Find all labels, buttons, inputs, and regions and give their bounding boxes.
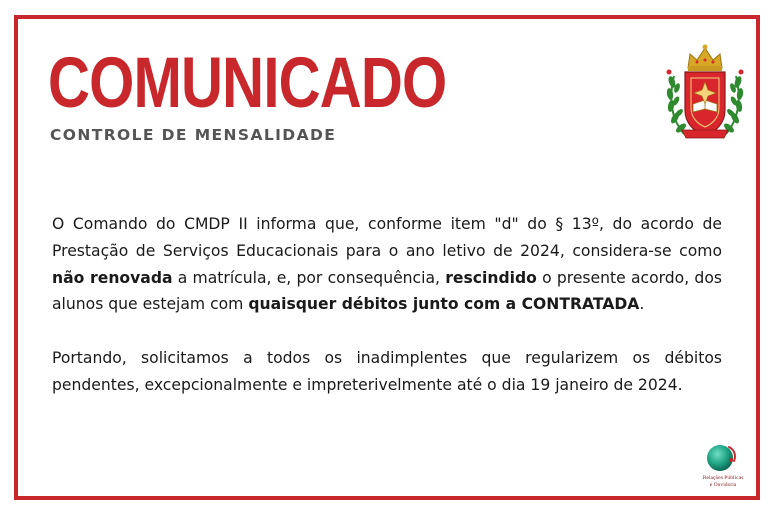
page-subtitle: CONTROLE DE MENSALIDADE	[50, 126, 337, 144]
relacoes-publicas-globe-icon	[705, 441, 737, 473]
relacoes-publicas-logo	[696, 440, 750, 496]
p1-text-2: a matrícula, e, por consequência,	[172, 268, 446, 287]
announcement-body	[52, 211, 722, 399]
relacoes-publicas-label	[696, 475, 750, 488]
ro-label-line2: e Ouvidoria	[709, 481, 737, 488]
paragraph-2: Portando, solicitamos a todos os inadimplentes que regularizem os débitos pendentes, excepcionalmente e impreterivelmente até o dia 19 janeiro de 2024.	[52, 348, 722, 394]
p1-bold-debitos: quaisquer débitos junto com a CONTRATADA	[248, 295, 640, 314]
coat-of-arms-icon	[664, 38, 746, 144]
page-title: COMUNICADO	[48, 42, 447, 123]
p1-text-4: .	[639, 295, 645, 314]
p1-text-3: o presente acordo, dos alunos que estejam com	[52, 268, 722, 314]
ro-label-line1: Relações Públicas	[702, 475, 744, 481]
p1-bold-rescindido: rescindido	[445, 268, 537, 287]
p1-bold-nao-renovada: não renovada	[52, 268, 173, 287]
paragraph-1	[52, 211, 722, 318]
p1-text-1: O Comando do CMDP II informa que, conforme item "d" do § 13º, do acordo de Prestação de Serviços Educacionais para o ano letivo de 2024, considera-se como	[52, 215, 722, 260]
